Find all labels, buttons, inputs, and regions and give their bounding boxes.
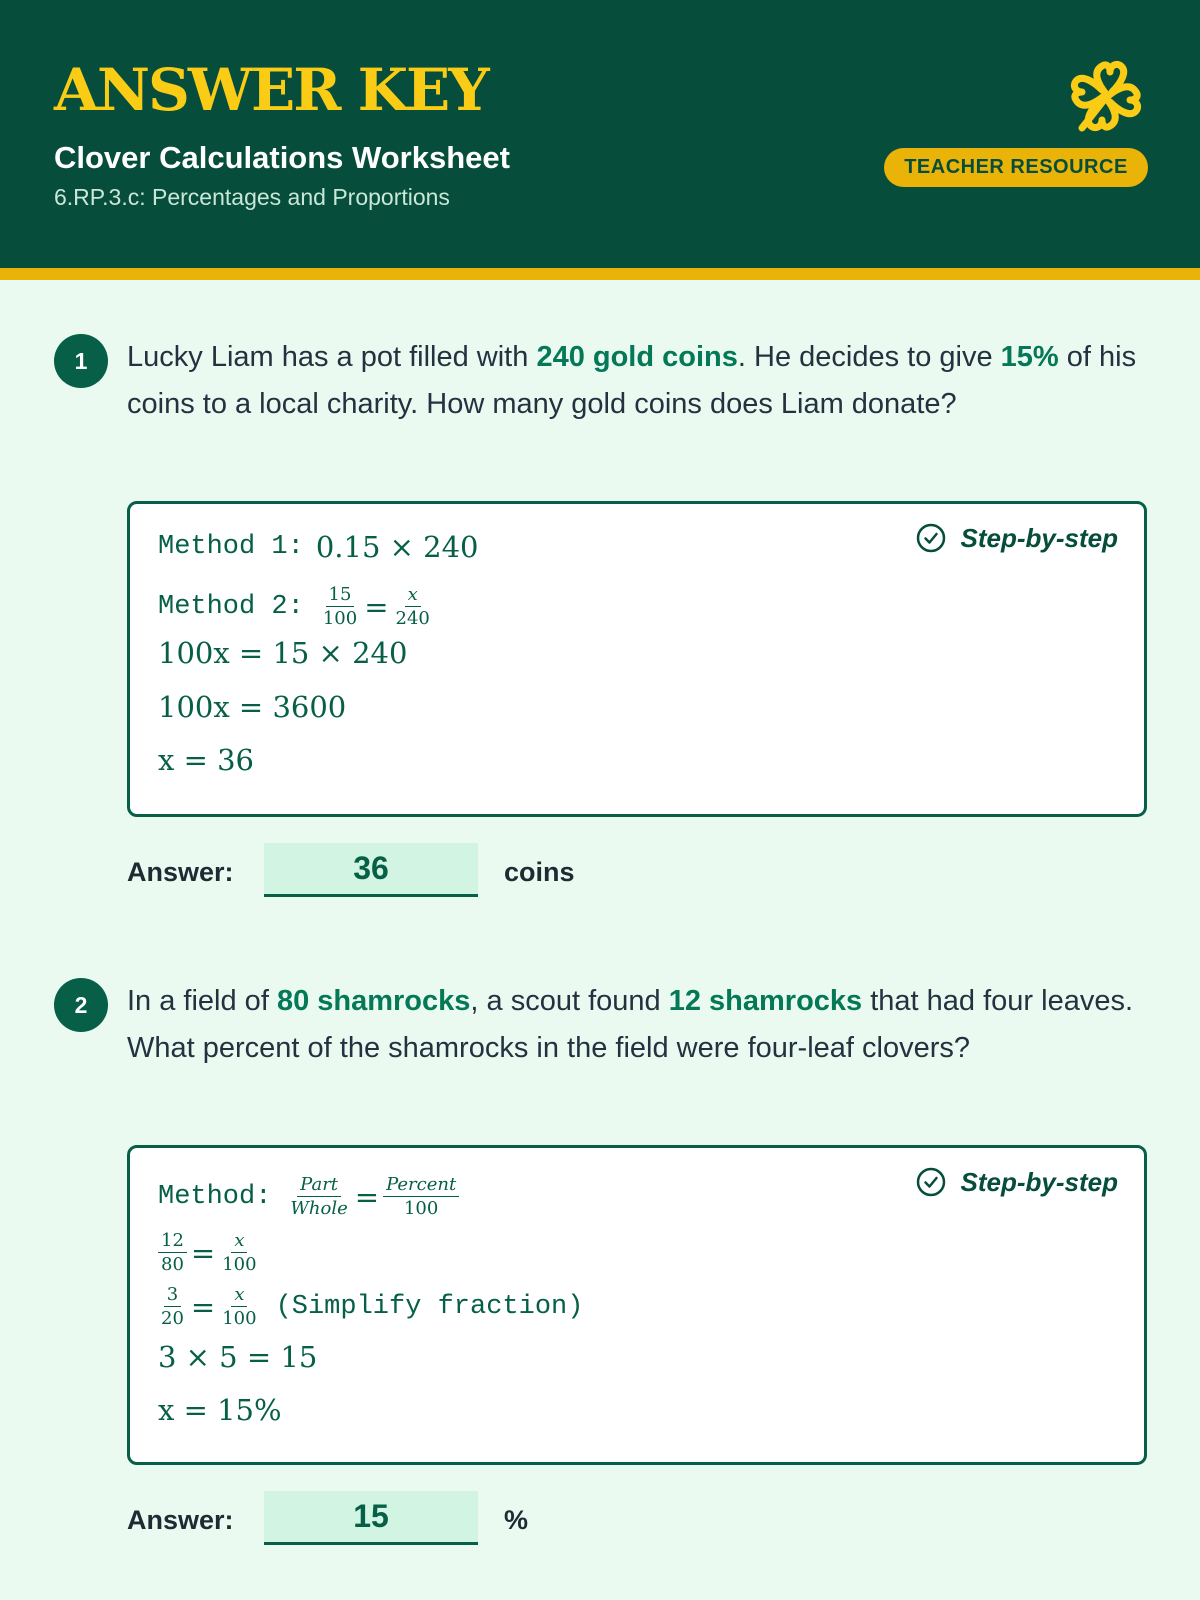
fraction [287,1174,350,1219]
answer-label: Answer: [127,1505,234,1535]
work-line-3: 100x = 15 × 240 [158,636,408,670]
question-text-segment: Lucky Liam has a pot filled with [127,341,537,373]
question-2-work-box [127,1145,1147,1465]
fraction [219,1284,259,1329]
answer-field[interactable]: 36 [264,843,478,897]
step-by-step-label: Step-by-step [960,522,1118,553]
fraction-numerator: x [405,584,421,607]
fraction-denominator: 100 [403,1198,439,1219]
work-line-5: x = 15% [158,1393,282,1427]
fraction-denominator: 20 [161,1308,184,1329]
header-divider [0,268,1200,280]
work-line-method-2 [158,584,437,629]
question-1-text [127,334,1147,428]
method-label: Method 2: [158,591,304,622]
question-text-segment: , a scout found [470,985,669,1017]
question-highlight: 80 shamrocks [276,985,471,1017]
fraction-numerator: 15 [326,584,355,607]
fraction [393,584,433,629]
fraction-numerator: Percent [383,1174,459,1197]
fraction-denominator: 240 [395,608,430,629]
fraction-numerator: Part [297,1174,341,1197]
equals-sign: = [354,1179,380,1214]
question-highlight: 12 shamrocks [668,985,863,1017]
step-by-step-tag [915,522,1118,554]
fraction-denominator: 80 [161,1254,184,1275]
work-line-4: 3 × 5 = 15 [158,1340,318,1374]
fraction-denominator: 100 [222,1308,257,1329]
header-banner [0,0,1200,268]
question-number-badge: 2 [54,978,108,1032]
work-line-4: 100x = 3600 [158,690,347,724]
work-note: (Simplify fraction) [275,1291,584,1322]
math-expression: 0.15 × 240 [315,530,479,564]
teacher-resource-badge: TEACHER RESOURCE [884,148,1148,187]
fraction [320,584,360,629]
equals-sign: = [364,589,389,624]
equals-sign: = [190,1289,216,1324]
question-highlight: 15% [1000,341,1059,373]
fraction [158,1284,187,1329]
fraction-numerator: 3 [164,1284,181,1307]
work-line-method-1 [158,530,479,564]
question-text-segment: that had four leaves. What percent of the shamrocks in the field were four-leaf clovers? [127,985,1134,1064]
work-line-2 [158,1230,264,1275]
work-line-method [158,1174,463,1219]
fraction-denominator: Whole [290,1198,348,1219]
method-label: Method 1: [158,532,304,562]
page-title: ANSWER KEY [54,56,488,124]
fraction [383,1174,459,1219]
question-text-segment: . He decides to give [737,341,1001,373]
question-2-text [127,978,1147,1072]
equals-sign: = [190,1235,216,1270]
fraction [219,1230,259,1275]
check-circle-icon [915,522,947,554]
standard-code: 6.RP.3.c: Percentages and Proportions [54,184,450,210]
four-leaf-clover-icon [1068,58,1144,134]
fraction-numerator: x [231,1284,247,1307]
answer-label: Answer: [127,857,234,887]
step-by-step-tag [915,1166,1118,1198]
fraction-numerator: x [231,1230,247,1253]
step-by-step-label: Step-by-step [960,1166,1118,1197]
work-line-3 [158,1284,583,1329]
question-text-segment: of his coins to a local charity. How many gold coins does Liam donate? [127,341,1137,420]
answer-unit: % [504,1505,529,1535]
question-highlight: 240 gold coins [536,341,738,373]
fraction-denominator: 100 [222,1254,257,1275]
method-label: Method: [158,1181,272,1212]
answer-unit: coins [504,857,575,887]
fraction-numerator: 12 [158,1230,187,1253]
work-line-5: x = 36 [158,743,254,777]
question-1-work-box [127,501,1147,817]
check-circle-icon [915,1166,947,1198]
answer-field[interactable]: 15 [264,1491,478,1545]
fraction [158,1230,187,1275]
question-number-badge: 1 [54,334,108,388]
question-text-segment: In a field of [127,985,277,1017]
fraction-denominator: 100 [322,608,358,629]
worksheet-subtitle: Clover Calculations Worksheet [54,140,510,175]
